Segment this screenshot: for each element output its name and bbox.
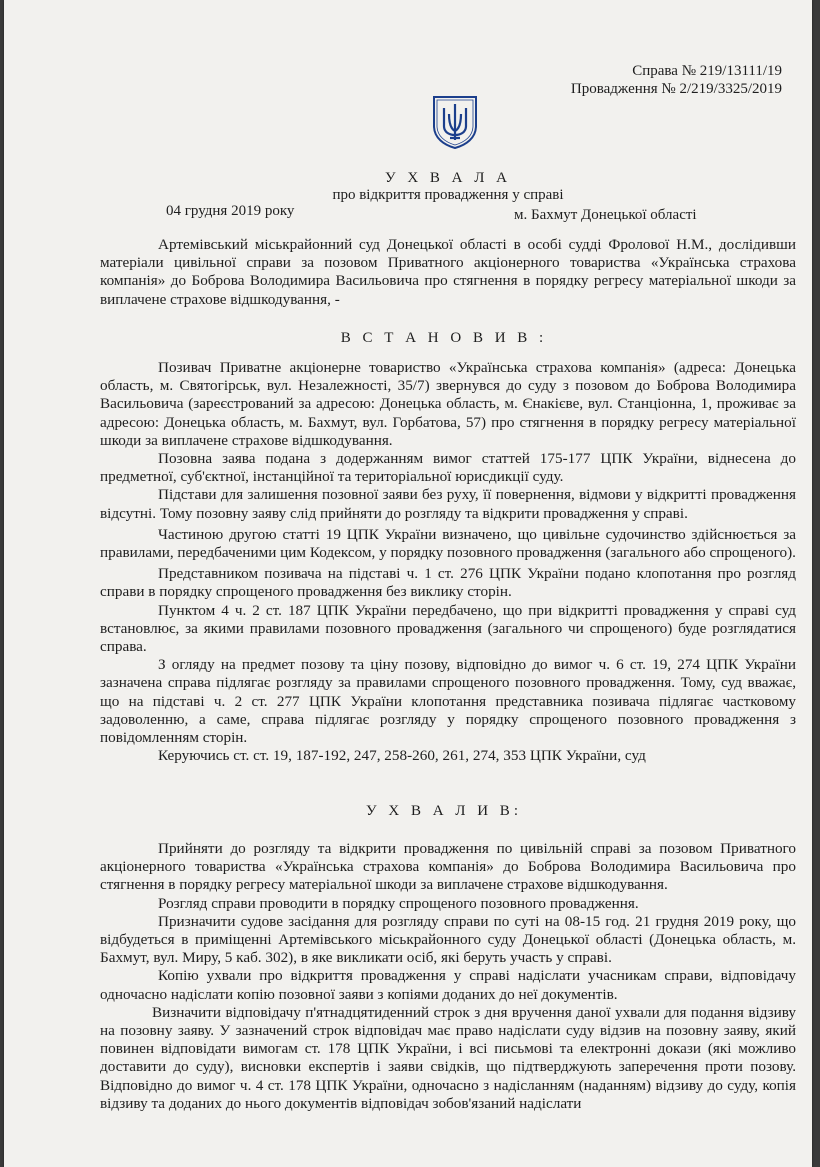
ruled-block [100, 840, 796, 1113]
established-paragraph: Керуючись ст. ст. 19, 187-192, 247, 258-260, 261, 274, 353 ЦПК України, суд [158, 747, 646, 765]
established-paragraph: Пунктом 4 ч. 2 ст. 187 ЦПК України передбачено, що при відкритті провадження у справі суд встановлює, за якими правилами позовного провадження (загального чи спрощеного) буде розглядатися справа. [100, 601, 796, 656]
established-paragraph: Підстави для залишення позовної заяви без руху, її повернення, відмови у відкритті провадження відсутні. Тому позовну заяву слід прийняти до розгляду та відкрити провадження у справі. [100, 486, 796, 522]
ruled-paragraph: Визначити відповідачу п'ятнадцятиденний строк з дня вручення даної ухвали для подання відзиву на позовну заяву. У зазначений строк відповідач має право надіслати суду відзив на позовну заяву, який повинен відповідати вимогам ст. 178 ЦПК України, і всі письмові та електронні докази (які можливо доставити до суду), висновки експертів і заяви свідків, що підтверджують заперечення проти позову. Відповідно до вимог ч. 4 ст. 178 ЦПК України, одночасно з надісланням (наданням) відзиву до суду, копія відзиву та доданих до нього документів відповідач зобов'язаний надіслати [100, 1003, 796, 1112]
ruled-paragraph: Копію ухвали про відкриття провадження у справі надіслати учасникам справи, відповідачу одночасно надіслати копію позовної заяви з копіями доданих до неї документів. [100, 967, 796, 1003]
intro-block [100, 236, 796, 309]
ukraine-trident-emblem-icon [430, 94, 480, 150]
established-paragraph: Позивач Приватне акціонерне товариство «Українська страхова компанія» (адреса: Донецька область, м. Святогірськ, вул. Незалежності, 35/7) звернувся до суду з позовом до Боброва Володимира Васильовича (зареєстрований за адресою: Донецька область, м. Єнакієве, вул. Станціонна, 1, проживає за адресою: Донецька область, м. Бахмут, вул. Горбатова, 57) про стягнення в порядку регресу матеріальної шкоди за виплачене страхове відшкодування. [100, 359, 796, 449]
proceeding-number: Провадження № 2/219/3325/2019 [570, 81, 782, 97]
case-number: Справа № 219/13111/19 [632, 63, 782, 79]
intro-paragraph: Артемівський міськрайонний суд Донецької області в особі судді Фролової Н.М., дослідивши матеріали цивільної справи за позовом Приватного акціонерного товариства «Українська страхова компанія» до Боброва Володимира Васильовича про стягнення в порядку регресу матеріальної шкоди за виплачене страхове відшкодування, - [100, 236, 796, 308]
ruled-paragraph: Розгляд справи проводити в порядку спрощеного позовного провадження. [158, 894, 639, 912]
established-block [100, 359, 796, 765]
document-date: 04 грудня 2019 року [166, 203, 295, 219]
ruled-paragraph: Прийняти до розгляду та відкрити провадження по цивільній справі за позовом Приватного акціонерного товариства «Українська страхова компанія» до Боброва Володимира Васильовича про стягнення в порядку регресу матеріальної шкоди за виплачене страхове відшкодування. [100, 840, 796, 894]
document-place: м. Бахмут Донецької області [514, 207, 697, 223]
established-paragraph: З огляду на предмет позову та ціну позову, відповідно до вимог ч. 6 ст. 19, 274 ЦПК України зазначена справа підлягає розгляду за правилами спрощеного позовного провадження. Тому, суд вважає, що на підставі ч. 2 ст. 277 ЦПК України клопотання представника позивача підлягає частковому задоволенню, а саме, справа підлягає розгляду у порядку спрощеного позовного провадження з повідомленням сторін. [100, 656, 796, 747]
established-paragraph: Частиною другою статті 19 ЦПК України визначено, що цивільне судочинство здійснюється за правилами, передбаченими цим Кодексом, у порядку позовного провадження (загального або спрощеного). [100, 525, 796, 562]
document-page [4, 0, 812, 1167]
established-heading: В С Т А Н О В И В : [340, 330, 548, 346]
case-reference [571, 62, 782, 98]
document-subtitle: про відкриття провадження у справі [332, 187, 564, 203]
document-title: У Х В А Л А [384, 170, 512, 186]
ruled-heading: У Х В А Л И В: [366, 803, 522, 819]
established-paragraph: Позовна заява подана з додержанням вимог статтей 175-177 ЦПК України, віднесена до предметної, суб'єктної, інстанційної та територіальної юрисдикції суду. [100, 450, 796, 486]
established-paragraph: Представником позивача на підставі ч. 1 ст. 276 ЦПК України подано клопотання про розгляд справи в порядку спрощеного провадження без виклику сторін. [100, 565, 796, 601]
ruled-paragraph: Призначити судове засідання для розгляду справи по суті на 08-15 год. 21 грудня 2019 року, що відбудеться в приміщенні Артемівського міськрайонного суду Донецької області (Донецька область, м. Бахмут, вул. Миру, 5 каб. 302), в яке викликати осіб, які беруть участь у справі. [100, 912, 796, 967]
